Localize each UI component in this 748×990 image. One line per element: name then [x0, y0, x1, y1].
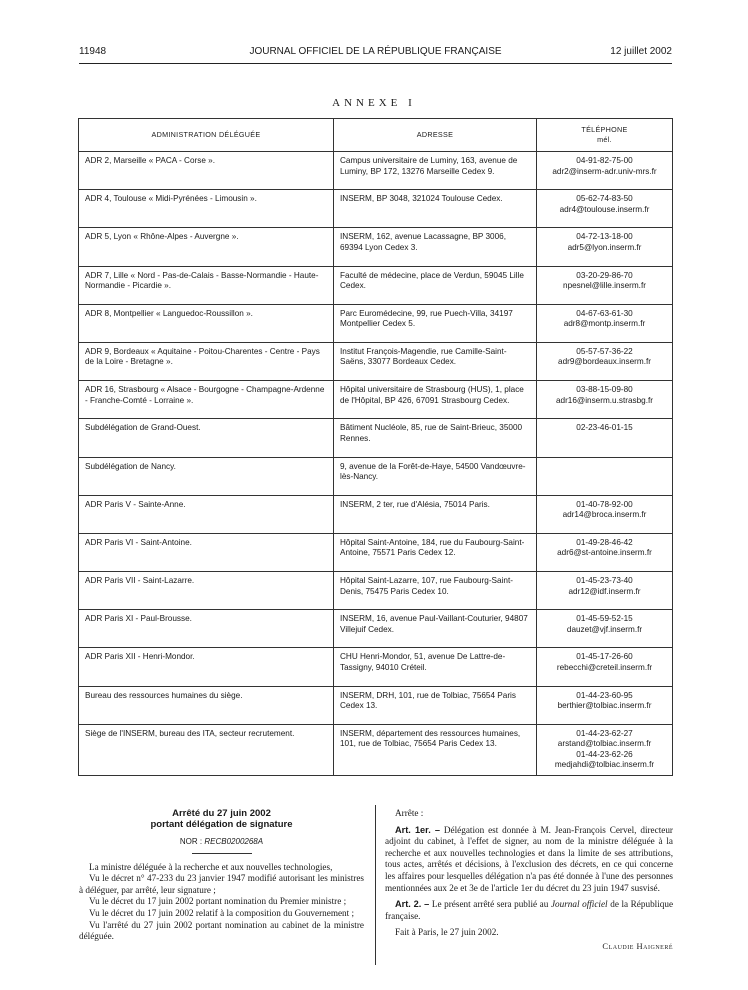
address-cell: INSERM, 16, avenue Paul-Vaillant-Couturier, 94807 Villejuif Cedex.	[334, 610, 537, 648]
address-cell: INSERM, BP 3048, 321024 Toulouse Cedex.	[334, 190, 537, 228]
table-row	[79, 610, 673, 648]
email-address: adr4@toulouse.inserm.fr	[559, 204, 650, 214]
phone-cell	[537, 533, 673, 571]
decree-left-column	[79, 808, 364, 943]
phone-number: 05-57-57-36-22	[576, 346, 633, 356]
administration-cell: Bureau des ressources humaines du siège.	[79, 686, 334, 724]
phone-number: 01-44-23-62-27	[576, 728, 633, 738]
phone-cell	[537, 228, 673, 266]
table-row	[79, 304, 673, 342]
phone-number: 02-23-46-01-15	[576, 423, 633, 433]
preamble-paragraph: Vu le décret du 17 juin 2002 relatif à la composition du Gouvernement ;	[89, 907, 355, 918]
article-1	[385, 825, 673, 895]
email-address: medjahdi@tolbiac.inserm.fr	[554, 760, 655, 770]
phone-cell	[537, 572, 673, 610]
phone-number: 05-62-74-83-50	[576, 194, 633, 204]
administration-cell: Subdélégation de Nancy.	[79, 457, 334, 495]
table-row	[79, 342, 673, 380]
title-rule	[192, 853, 252, 854]
administration-cell: ADR 16, Strasbourg « Alsace - Bourgogne - Champagne-Ardenne - Franche-Comté - Lorraine ».	[79, 381, 334, 419]
decree-section	[79, 800, 673, 970]
phone-cell	[537, 342, 673, 380]
phone-number: 01-49-28-46-42	[576, 537, 633, 547]
phone-number: 04-72-13-18-00	[576, 232, 633, 242]
phone-number: 04-67-63-61-30	[576, 308, 633, 318]
page-number: 11948	[79, 46, 107, 57]
nor-reference	[79, 836, 364, 848]
address-cell: Parc Euromédecine, 99, rue Puech-Villa, 34197 Montpellier Cedex 5.	[334, 304, 537, 342]
signature: Claudie Haigneré	[602, 940, 673, 951]
administration-cell: ADR 4, Toulouse « Midi-Pyrénées - Limousin ».	[79, 190, 334, 228]
email-address: rebecchi@creteil.inserm.fr	[556, 662, 653, 672]
address-cell: INSERM, 162, avenue Lacassagne, BP 3006, 69394 Lyon Cedex 3.	[334, 228, 537, 266]
nor-label: NOR :	[179, 837, 203, 846]
address-cell: Faculté de médecine, place de Verdun, 59045 Lille Cedex.	[334, 266, 537, 304]
phone-number: 03-20-29-86-70	[576, 270, 633, 280]
header-administration: ADMINISTRATION DÉLÉGUÉE	[79, 119, 334, 152]
email-address: adr14@broca.inserm.fr	[562, 510, 647, 520]
table-row	[79, 152, 673, 190]
address-cell: Campus universitaire de Luminy, 163, avenue de Luminy, BP 172, 13276 Marseille Cedex 9.	[334, 152, 537, 190]
table-row	[79, 495, 673, 533]
administration-cell: ADR Paris V - Sainte-Anne.	[79, 495, 334, 533]
phone-cell	[537, 381, 673, 419]
table-row	[79, 419, 673, 457]
email-address: arstand@tolbiac.inserm.fr	[557, 739, 652, 749]
header-phone-label: TÉLÉPHONE	[581, 124, 628, 134]
phone-number: 04-91-82-75-00	[576, 156, 633, 165]
table-row	[79, 648, 673, 686]
table-header-row	[79, 119, 673, 152]
address-cell: Bâtiment Nucléole, 85, rue de Saint-Brieuc, 35000 Rennes.	[334, 419, 537, 457]
table-body	[79, 152, 673, 776]
phone-cell	[537, 457, 673, 495]
phone-number: 03-88-15-09-80	[576, 385, 633, 395]
table-row	[79, 533, 673, 571]
email-address: npesnel@lille.inserm.fr	[563, 281, 646, 291]
table-row	[79, 572, 673, 610]
address-cell: Hôpital Saint-Lazarre, 107, rue Faubourg-Saint-Denis, 75475 Paris Cedex 10.	[334, 572, 537, 610]
administration-cell: Subdélégation de Grand-Ouest.	[79, 419, 334, 457]
email-address: berthier@tolbiac.inserm.fr	[557, 701, 652, 711]
header-rule	[79, 63, 672, 64]
page-header	[79, 46, 672, 64]
administration-cell: Siège de l'INSERM, bureau des ITA, secteur recrutement.	[79, 724, 334, 775]
address-cell: 9, avenue de la Forêt-de-Haye, 54500 Vandœuvre-lès-Nancy.	[334, 457, 537, 495]
address-cell: INSERM, DRH, 101, rue de Tolbiac, 75654 Paris Cedex 13.	[334, 686, 537, 724]
phone-number: 01-44-23-60-95	[576, 690, 633, 700]
journal-name: Journal officiel	[550, 899, 608, 910]
header-address: ADRESSE	[334, 119, 537, 152]
administration-cell: ADR 5, Lyon « Rhône-Alpes - Auvergne ».	[79, 228, 334, 266]
done-at: Fait à Paris, le 27 juin 2002.	[395, 927, 499, 938]
header-email-label: mél.	[597, 135, 612, 144]
address-cell: Hôpital universitaire de Strasbourg (HUS), 1, place de l'Hôpital, BP 426, 67091 Strasbourg Cedex.	[334, 381, 537, 419]
phone-cell	[537, 686, 673, 724]
email-address: adr9@bordeaux.inserm.fr	[558, 357, 651, 367]
address-cell: INSERM, 2 ter, rue d'Alésia, 75014 Paris.	[334, 495, 537, 533]
address-cell: CHU Henri-Mondor, 51, avenue De Lattre-de-Tassigny, 94010 Créteil.	[334, 648, 537, 686]
phone-cell	[537, 190, 673, 228]
phone-cell	[537, 610, 673, 648]
email-address: adr2@inserm-adr.univ-mrs.fr	[552, 166, 657, 176]
email-address: adr5@lyon.inserm.fr	[567, 242, 642, 252]
preamble-paragraph: Vu l'arrêté du 27 juin 2002 portant nomination au cabinet de la ministre déléguée.	[79, 919, 364, 942]
preamble-paragraph: Vu le décret du 17 juin 2002 portant nomination du Premier ministre ;	[89, 896, 347, 907]
article-2-text-after: de la République française.	[385, 899, 674, 921]
administration-cell: ADR 2, Marseille « PACA - Corse ».	[79, 152, 334, 190]
phone-number: 01-45-59-52-15	[576, 614, 633, 624]
address-cell: Hôpital Saint-Antoine, 184, rue du Faubourg-Saint-Antoine, 75571 Paris Cedex 12.	[334, 533, 537, 571]
address-cell: INSERM, département des ressources humaines, 101, rue de Tolbiac, 75654 Paris Cedex 13.	[334, 724, 537, 775]
phone-number: 01-44-23-62-26	[576, 749, 633, 759]
phone-cell	[537, 419, 673, 457]
administration-cell: ADR 7, Lille « Nord - Pas-de-Calais - Basse-Normandie - Haute-Normandie - Picardie ».	[79, 266, 334, 304]
email-address: adr12@idf.inserm.fr	[568, 586, 641, 596]
table-row	[79, 266, 673, 304]
email-address: dauzet@vjf.inserm.fr	[566, 624, 643, 634]
preamble-paragraph: La ministre déléguée à la recherche et aux nouvelles technologies,	[89, 861, 333, 872]
phone-cell	[537, 724, 673, 775]
administration-cell: ADR Paris VII - Saint-Lazarre.	[79, 572, 334, 610]
administration-cell: ADR 8, Montpellier « Languedoc-Roussillon ».	[79, 304, 334, 342]
administration-cell: ADR 9, Bordeaux « Aquitaine - Poitou-Charentes - Centre - Pays de la Loire - Bretagne ».	[79, 342, 334, 380]
table-row	[79, 457, 673, 495]
administration-cell: ADR Paris XII - Henri-Mondor.	[79, 648, 334, 686]
administration-cell: ADR Paris XI - Paul-Brousse.	[79, 610, 334, 648]
email-address: adr8@montp.inserm.fr	[563, 319, 646, 329]
issue-date: 12 juillet 2002	[610, 46, 672, 57]
article-2-label: Art. 2. –	[395, 899, 430, 910]
table-row	[79, 686, 673, 724]
nor-code: RECB0200268A	[204, 837, 264, 846]
table-row	[79, 381, 673, 419]
header-phone	[537, 119, 673, 152]
table-row	[79, 190, 673, 228]
article-2	[385, 899, 673, 922]
phone-number: 01-40-78-92-00	[576, 499, 633, 509]
administration-cell: ADR Paris VI - Saint-Antoine.	[79, 533, 334, 571]
preamble-paragraph: Vu le décret n° 47-233 du 23 janvier 1947 modifié autorisant les ministres à déléguer, par arrêté, leur signature ;	[79, 873, 364, 895]
phone-number: 01-45-17-26-60	[576, 652, 633, 662]
phone-cell	[537, 495, 673, 533]
decree-title	[79, 808, 364, 830]
journal-title: JOURNAL OFFICIEL DE LA RÉPUBLIQUE FRANÇAISE	[249, 46, 502, 57]
decree-title-line1: Arrêté du 27 juin 2002	[172, 808, 271, 819]
decree-title-line2: portant délégation de signature	[150, 819, 293, 830]
annex-title: ANNEXE I	[332, 97, 416, 109]
phone-cell	[537, 152, 673, 190]
arrete-label: Arrête :	[395, 808, 424, 818]
phone-cell	[537, 304, 673, 342]
phone-cell	[537, 648, 673, 686]
article-1-label: Art. 1er. –	[395, 824, 441, 835]
article-2-text-before: Le présent arrêté sera publié au	[431, 899, 549, 910]
email-address: adr6@st-antoine.inserm.fr	[557, 548, 652, 558]
phone-cell	[537, 266, 673, 304]
delegation-table	[78, 118, 673, 776]
email-address: adr16@inserm.u.strasbg.fr	[555, 395, 654, 405]
table-row	[79, 724, 673, 775]
decree-right-column	[385, 808, 673, 953]
table-row	[79, 228, 673, 266]
article-1-text: Délégation est donnée à M. Jean-François Cervel, directeur adjoint du cabinet, à l'effet de signer, au nom de la ministre déléguée à la recherche et aux nouvelles technologies et dans la limite de ses attributions, tous actes, arrêtés et décisions, à l'exclusion des décrets, en ce qui concerne les affaires pour lesquelles délégation n'a pas été donnée à l'une des personnes mentionnées aux 2e et 3e de l'article 1er du décret du 23 juin 1947 susvisé.	[385, 824, 673, 893]
address-cell: Institut François-Magendie, rue Camille-Saint-Saëns, 33077 Bordeaux Cedex.	[334, 342, 537, 380]
phone-number: 01-45-23-73-40	[576, 576, 633, 586]
